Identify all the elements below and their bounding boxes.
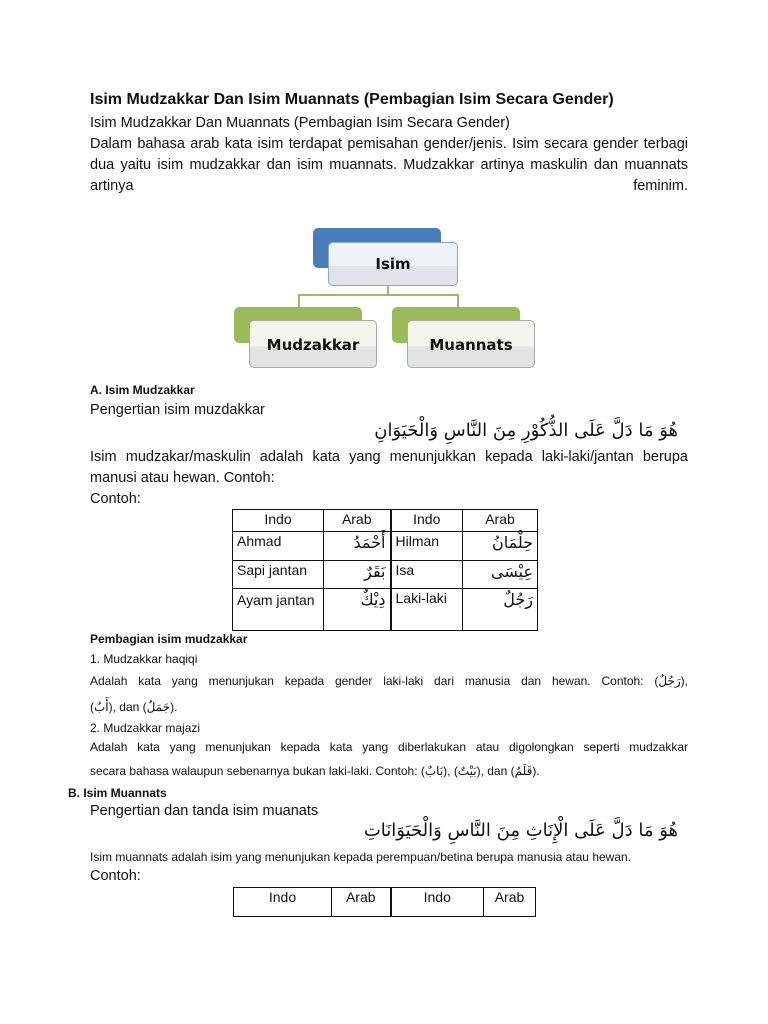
item1-text: (أَبٌ), dan (جَمَلٌ). [90, 700, 178, 714]
section-a-heading: A. Isim Mudzakkar [90, 383, 195, 397]
cell: عِيْسَى [463, 561, 538, 589]
cell: Ahmad [233, 532, 324, 561]
cell: حِلْمَانُ [463, 532, 538, 561]
item2-text: Adalah kata yang menunjukan kepada kata yang diberlakukan atau digolongkan seperti mudzakkar [90, 740, 688, 754]
cell: رَجُلٌ [463, 589, 538, 631]
intro-line: artinya [90, 178, 134, 194]
mudzakkar-table [232, 509, 538, 631]
header-cell: Arab [484, 888, 536, 917]
table-row [233, 589, 538, 631]
section-a-arabic: هُوَ مَا دَلَّ عَلَى الذُّكُوْرِ مِنَ النَّاسِ وَالْحَيَوَانِ [374, 420, 678, 441]
header-cell: Arab [324, 510, 391, 532]
header-cell: Indo [233, 510, 324, 532]
cell: دِيْكٌ [324, 589, 391, 631]
intro-line: feminim. [633, 178, 688, 194]
header-cell: Indo [234, 888, 332, 917]
section-a-sub: Pengertian isim muzdakkar [90, 402, 265, 418]
cell: Isa [391, 561, 463, 589]
division-heading: Pembagian isim mudzakkar [90, 632, 248, 646]
item1-title: 1. Mudzakkar haqiqi [90, 652, 198, 666]
item2-text: secara bahasa walaupun sebenarnya bukan laki-laki. Contoh: (بَابٌ), (بَيْتٌ), dan (قَلَمٌ). [90, 764, 540, 778]
intro-line: Dalam bahasa arab kata isim terdapat pemisahan gender/jenis. Isim secara gender terbagi [90, 136, 688, 152]
diagram-left: Mudzakkar [266, 336, 360, 354]
intro-line: dua yaitu isim mudzakkar dan isim muannats. Mudzakkar artinya maskulin dan muannats [90, 157, 688, 173]
header-cell: Arab [463, 510, 538, 532]
section-b-arabic: هُوَ مَا دَلَّ عَلَى الْإِنَاثِ مِنَ النَّاسِ وَالْحَيَوَانَاتِ [363, 820, 678, 841]
page-title: Isim Mudzakkar Dan Isim Muannats (Pembagian Isim Secara Gender) [90, 91, 614, 108]
diagram-right: Muannats [429, 336, 513, 354]
section-b-para: Isim muannats adalah isim yang menunjukan kepada perempuan/betina berupa manusia atau hewan. [90, 850, 632, 864]
table-row [233, 532, 538, 561]
item1-text: Adalah kata yang menunjukan kepada gender laki-laki dari manusia dan hewan. Contoh: (رَجُلٌ), [90, 674, 688, 688]
cell: Laki-laki [391, 589, 463, 631]
header-cell: Arab [332, 888, 391, 917]
diagram-root: Isim [375, 255, 411, 273]
cell: بَقَرٌ [324, 561, 391, 589]
cell: Ayam jantan [233, 589, 324, 631]
section-a-para: manusi atau hewan. Contoh: [90, 470, 275, 486]
contoh-label: Contoh: [90, 491, 141, 507]
section-b-sub: Pengertian dan tanda isim muanats [90, 803, 319, 819]
cell: Hilman [391, 532, 463, 561]
cell: Sapi jantan [233, 561, 324, 589]
subtitle: Isim Mudzakkar Dan Muannats (Pembagian Isim Secara Gender) [90, 115, 510, 131]
contoh-label: Contoh: [90, 868, 141, 884]
section-a-para: Isim mudzakar/maskulin adalah kata yang menunjukkan kepada laki-laki/jantan berupa [90, 449, 688, 465]
header-cell: Indo [391, 510, 463, 532]
section-b-heading: B. Isim Muannats [68, 786, 167, 800]
cell: أَحْمَدُ [324, 532, 391, 561]
table-row [233, 561, 538, 589]
item2-title: 2. Mudzakkar majazi [90, 721, 201, 735]
header-cell: Indo [391, 888, 484, 917]
muannats-table [233, 887, 536, 917]
